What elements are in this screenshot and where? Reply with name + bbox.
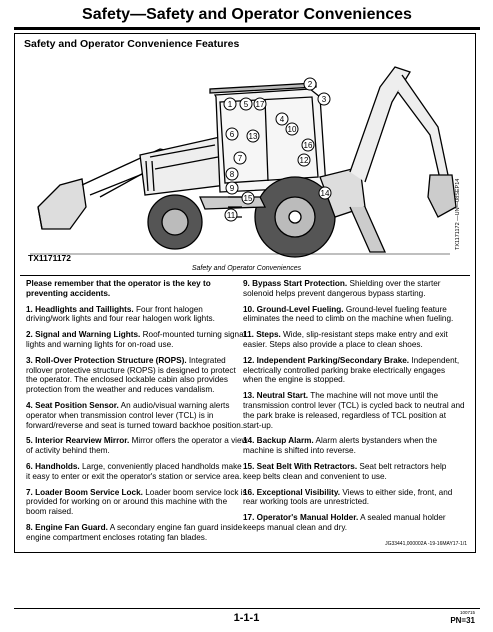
feature-item — [243, 356, 465, 385]
svg-text:12: 12 — [299, 156, 309, 165]
figure-caption: Safety and Operator Conveniences — [191, 265, 302, 272]
feature-heading: 14. Backup Alarm. — [243, 436, 314, 446]
feature-item — [26, 356, 248, 395]
feature-heading: 16. Exceptional Visibility. — [243, 487, 341, 497]
svg-text:6: 6 — [229, 130, 235, 139]
callout-17 — [254, 98, 266, 110]
intro-text: Please remember that the operator is the key to preventing accidents. — [26, 279, 211, 298]
svg-text:13: 13 — [248, 132, 258, 141]
svg-text:7: 7 — [237, 154, 243, 163]
svg-text:15: 15 — [243, 194, 253, 203]
reference-code: JG33441,000002A -19-16MAY17-1/1 — [385, 541, 467, 547]
svg-text:2: 2 — [307, 80, 313, 89]
callout-10 — [286, 123, 298, 135]
figure-id: TX1171172 — [28, 253, 72, 263]
svg-text:10: 10 — [287, 125, 297, 134]
feature-heading: 5. Interior Rearview Mirror. — [26, 436, 130, 446]
feature-heading: 8. Engine Fan Guard. — [26, 522, 108, 532]
callout-12 — [298, 154, 310, 166]
feature-description: Wide, slip-resistant steps make entry and exit easier. Steps also provide a place to clean shoes. — [243, 330, 448, 349]
callout-16 — [302, 139, 314, 151]
callout-3 — [318, 93, 330, 105]
feature-description: A sealed manual holder keeps manual clean and dry. — [243, 513, 446, 532]
feature-description: Loader boom service lock is provided for working on or around this machine with the boom raised. — [26, 487, 247, 517]
callout-8 — [226, 168, 238, 180]
feature-heading: 7. Loader Boom Service Lock. — [26, 487, 143, 497]
svg-text:14: 14 — [320, 189, 330, 198]
feature-description: Ground-level fueling feature eliminates the need to climb on the machine when fueling. — [243, 304, 454, 324]
feature-heading: 2. Signal and Warning Lights. — [26, 330, 141, 340]
feature-description: Views to either side, front, and rear working tools are unrestricted. — [243, 487, 453, 507]
divider — [20, 275, 470, 276]
feature-description: Large, conveniently placed handholds make it easy to enter or exit the operator's station or service area. — [26, 461, 242, 481]
feature-heading: 13. Neutral Start. — [243, 391, 309, 401]
feature-item — [243, 513, 465, 533]
feature-description: Integrated rollover protective structure (ROPS) is designed to protect the operator. The enclosed lockable cabin also provides protection from the weather and reduces vandalism. — [26, 355, 236, 395]
svg-text:3: 3 — [321, 95, 327, 104]
feature-description: An audio/visual warning alerts operator when transmission control lever (TCL) is in forward/reverse and seat is turned toward backhoe position. — [26, 400, 244, 430]
feature-description: Independent, electrically controlled parking brake electrically engages when the engine is stopped. — [243, 355, 460, 385]
feature-heading: 4. Seat Position Sensor. — [26, 400, 119, 410]
right-column — [243, 279, 465, 539]
feature-item — [26, 436, 248, 456]
feature-item — [243, 305, 465, 325]
callout-1 — [224, 98, 236, 110]
page-number: 1-1-1 — [233, 612, 260, 624]
feature-description: Shielding over the starter solenoid helps prevent dangerous bypass starting. — [243, 279, 441, 298]
feature-item — [26, 488, 248, 517]
feature-item — [243, 330, 465, 350]
callout-13 — [247, 130, 259, 142]
page-title: Safety—Safety and Operator Conveniences — [14, 3, 480, 30]
feature-heading: 11. Steps. — [243, 330, 281, 340]
feature-heading: 10. Ground-Level Fueling. — [243, 304, 344, 314]
feature-description: Mirror offers the operator a view of activity behind them. — [26, 436, 248, 456]
feature-item — [243, 391, 465, 430]
feature-item — [243, 462, 465, 482]
callout-5 — [240, 98, 252, 110]
svg-text:9: 9 — [229, 184, 235, 193]
footer-date: 100715 — [459, 610, 475, 615]
callout-15 — [242, 192, 254, 204]
feature-description: The machine will not move until the transmission control lever (TCL) is cycled back to neutral and the park brake is released, regardless of TCL position at start-up. — [243, 391, 465, 430]
feature-description: Roof-mounted turning signal lights and warning lights for on-road use. — [26, 330, 246, 349]
feature-heading: 6. Handholds. — [26, 461, 80, 471]
svg-text:5: 5 — [243, 100, 249, 109]
left-column — [26, 279, 248, 549]
callout-11 — [225, 209, 237, 221]
callout-6 — [226, 128, 238, 140]
feature-description: A secondary engine fan guard inside engine compartment encloses rotating fan blades. — [26, 522, 243, 542]
callout-14 — [319, 187, 331, 199]
feature-description: Seat belt retractors help keep belts clean and convenient to use. — [243, 461, 447, 481]
callout-7 — [234, 152, 246, 164]
feature-description: Four front halogen driving/work lights and four rear halogen work lights. — [26, 304, 215, 324]
figure-side-tag: TX1171172 —UN—08SEP14 — [455, 178, 461, 250]
callout-2 — [304, 78, 316, 90]
feature-heading: 1. Headlights and Taillights. — [26, 304, 134, 314]
feature-item — [26, 330, 248, 350]
svg-text:16: 16 — [303, 141, 313, 150]
svg-text:17: 17 — [255, 100, 265, 109]
svg-text:11: 11 — [226, 211, 236, 220]
feature-heading: 9. Bypass Start Protection. — [243, 279, 348, 288]
feature-item — [26, 462, 248, 482]
feature-description: Alarm alerts bystanders when the machine is shifted into reverse. — [243, 436, 438, 456]
footer-divider — [14, 608, 480, 609]
backhoe-loader-illustration — [20, 57, 460, 262]
feature-heading: 15. Seat Belt With Retractors. — [243, 461, 358, 471]
pn-label: PN=31 — [450, 616, 475, 625]
feature-item — [243, 488, 465, 508]
feature-item — [26, 401, 248, 430]
feature-item — [243, 436, 465, 456]
section-title: Safety and Operator Convenience Features — [24, 38, 240, 50]
svg-text:4: 4 — [279, 115, 285, 124]
svg-text:8: 8 — [229, 170, 235, 179]
svg-text:1: 1 — [227, 100, 233, 109]
feature-item — [26, 305, 248, 325]
feature-heading: 17. Operator's Manual Holder. — [243, 513, 359, 523]
feature-item — [243, 279, 465, 299]
feature-item — [26, 523, 248, 543]
feature-heading: 3. Roll-Over Protection Structure (ROPS). — [26, 355, 187, 365]
callout-4 — [276, 113, 288, 125]
feature-heading: 12. Independent Parking/Secondary Brake. — [243, 355, 410, 365]
callout-9 — [226, 182, 238, 194]
